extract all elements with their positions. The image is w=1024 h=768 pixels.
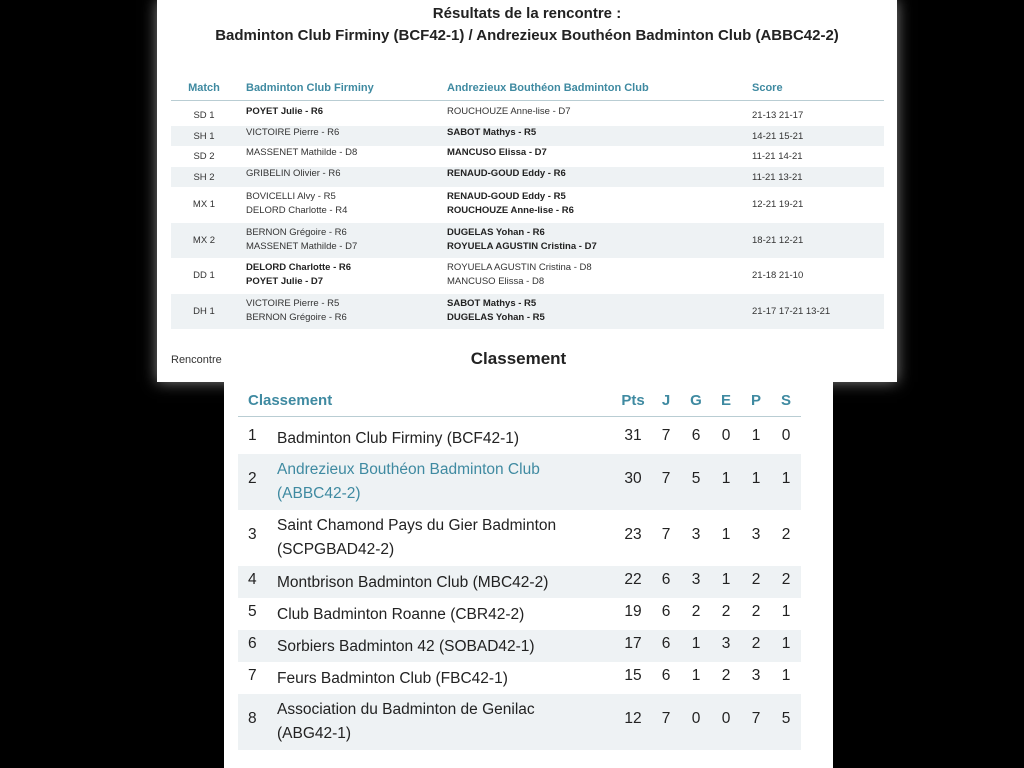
team1-players bbox=[246, 167, 341, 181]
classement-row bbox=[238, 510, 801, 566]
player-name: DUGELAS Yohan - R6 bbox=[447, 226, 545, 238]
match-score: 11-21 13-21 bbox=[752, 171, 803, 183]
team-name: Club Badminton Roanne (CBR42-2) bbox=[277, 606, 525, 623]
team2-players bbox=[447, 146, 547, 160]
match-code: SD 1 bbox=[193, 110, 215, 121]
played: 7 bbox=[661, 427, 671, 444]
match-score: 21-13 21-17 bbox=[752, 110, 804, 121]
team1-players bbox=[246, 126, 339, 140]
played: 6 bbox=[661, 571, 671, 588]
rank: 3 bbox=[248, 526, 257, 543]
lost: 2 bbox=[751, 635, 761, 652]
points: 12 bbox=[624, 710, 642, 727]
player-name: BOVICELLI Alvy - R5 bbox=[246, 191, 336, 202]
header-s: S bbox=[780, 392, 791, 409]
match-code: MX 1 bbox=[192, 199, 216, 210]
won: 3 bbox=[691, 571, 701, 588]
player-name: DELORD Charlotte - R6 bbox=[246, 262, 352, 273]
rank: 4 bbox=[248, 571, 257, 588]
match-code: SH 1 bbox=[193, 130, 215, 142]
played: 7 bbox=[661, 470, 671, 487]
team-name: Saint Chamond Pays du Gier Badminton (SCPGBAD42-2) bbox=[277, 517, 557, 558]
drawn: 1 bbox=[721, 526, 731, 543]
drawn: 0 bbox=[721, 710, 731, 727]
player-name: POYET Julie - R6 bbox=[246, 106, 324, 117]
played: 7 bbox=[661, 526, 671, 543]
match-row bbox=[171, 223, 884, 259]
team1-players bbox=[246, 190, 347, 218]
classement-card bbox=[224, 332, 833, 768]
rank: 5 bbox=[248, 603, 257, 620]
match-score: 21-18 21-10 bbox=[752, 270, 804, 281]
header-j: J bbox=[661, 392, 671, 409]
match-row bbox=[171, 294, 884, 330]
forfeit: 0 bbox=[781, 427, 791, 444]
match-code: MX 2 bbox=[192, 234, 216, 246]
header-pts: Pts bbox=[621, 392, 645, 409]
match-table-header bbox=[171, 78, 884, 101]
match-row bbox=[171, 187, 884, 223]
played: 6 bbox=[661, 635, 671, 652]
classement-row bbox=[238, 662, 801, 694]
won: 1 bbox=[691, 635, 701, 652]
team-name: Feurs Badminton Club (FBC42-1) bbox=[277, 670, 508, 687]
header-classement: Classement bbox=[248, 392, 333, 409]
player-name: RENAUD-GOUD Eddy - R6 bbox=[447, 167, 566, 179]
lost: 1 bbox=[751, 470, 761, 487]
header-team2: Andrezieux Bouthéon Badminton Club bbox=[447, 82, 649, 94]
lost: 3 bbox=[751, 526, 761, 543]
team-name: Association du Badminton de Genilac (ABG42-1) bbox=[277, 701, 535, 742]
match-row bbox=[171, 146, 884, 167]
player-name: MANCUSO Elissa - D7 bbox=[447, 147, 547, 158]
played: 6 bbox=[661, 667, 671, 684]
team2-players bbox=[447, 226, 597, 254]
rank: 6 bbox=[248, 635, 257, 652]
player-name: SABOT Mathys - R5 bbox=[447, 297, 537, 309]
team1-players bbox=[246, 297, 347, 325]
team1-players bbox=[246, 226, 357, 254]
won: 2 bbox=[691, 603, 701, 620]
drawn: 2 bbox=[721, 603, 731, 620]
team2-players bbox=[447, 297, 545, 325]
player-name: BERNON Grégoire - R6 bbox=[246, 226, 347, 238]
points: 19 bbox=[624, 603, 642, 620]
drawn: 1 bbox=[721, 470, 731, 487]
lost: 7 bbox=[751, 710, 761, 727]
team-name: Sorbiers Badminton 42 (SOBAD42-1) bbox=[277, 638, 535, 655]
classement-table-body bbox=[238, 422, 801, 750]
header-score: Score bbox=[752, 82, 783, 94]
team-name: Montbrison Badminton Club (MBC42-2) bbox=[277, 574, 549, 591]
lost: 2 bbox=[751, 571, 761, 588]
classement-row bbox=[238, 566, 801, 598]
player-name: DELORD Charlotte - R4 bbox=[246, 205, 348, 216]
header-g: G bbox=[690, 392, 702, 409]
classement-row bbox=[238, 694, 801, 750]
match-row bbox=[171, 126, 884, 147]
team2-players bbox=[447, 105, 571, 119]
player-name: DUGELAS Yohan - R5 bbox=[447, 311, 545, 323]
won: 6 bbox=[691, 427, 701, 444]
forfeit: 1 bbox=[781, 667, 791, 684]
played: 7 bbox=[661, 710, 671, 727]
header-p: P bbox=[750, 392, 761, 409]
rank: 1 bbox=[248, 427, 257, 444]
won: 3 bbox=[691, 526, 701, 543]
rank: 8 bbox=[248, 710, 257, 727]
match-score: 21-17 17-21 13-21 bbox=[752, 305, 831, 317]
classement-table-header bbox=[238, 388, 801, 417]
player-name: ROYUELA AGUSTIN Cristina - D8 bbox=[447, 262, 592, 273]
player-name: SABOT Mathys - R5 bbox=[447, 126, 537, 138]
player-name: POYET Julie - D7 bbox=[246, 276, 324, 287]
match-code: DH 1 bbox=[193, 305, 215, 317]
drawn: 2 bbox=[721, 667, 731, 684]
lost: 3 bbox=[751, 667, 761, 684]
player-name: VICTOIRE Pierre - R6 bbox=[246, 126, 340, 138]
lost: 1 bbox=[751, 427, 761, 444]
match-code: DD 1 bbox=[193, 270, 215, 281]
team1-players bbox=[246, 261, 351, 289]
match-score: 12-21 19-21 bbox=[752, 199, 804, 210]
rank: 7 bbox=[248, 667, 257, 684]
team2-players bbox=[447, 126, 536, 140]
team-name-link[interactable]: Andrezieux Bouthéon Badminton Club (ABBC42-2) bbox=[277, 461, 540, 502]
match-code: SH 2 bbox=[193, 171, 215, 183]
forfeit: 1 bbox=[781, 635, 791, 652]
forfeit: 2 bbox=[781, 571, 791, 588]
classement-title: Classement bbox=[470, 349, 567, 368]
won: 5 bbox=[691, 470, 701, 487]
player-name: MASSENET Mathilde - D8 bbox=[246, 147, 358, 158]
match-code: SD 2 bbox=[193, 151, 215, 162]
team1-players bbox=[246, 146, 357, 160]
forfeit: 1 bbox=[781, 470, 791, 487]
played: 6 bbox=[661, 603, 671, 620]
team1-players bbox=[246, 105, 323, 119]
classement-row bbox=[238, 598, 801, 630]
header-match: Match bbox=[188, 82, 220, 94]
team-name: Badminton Club Firminy (BCF42-1) bbox=[277, 430, 520, 447]
won: 0 bbox=[691, 710, 701, 727]
player-name: BERNON Grégoire - R6 bbox=[246, 311, 347, 323]
points: 31 bbox=[624, 427, 642, 444]
player-name: ROUCHOUZE Anne-lise - R6 bbox=[447, 205, 574, 216]
won: 1 bbox=[691, 667, 701, 684]
team2-players bbox=[447, 167, 566, 181]
classement-row bbox=[238, 454, 801, 510]
match-row bbox=[171, 258, 884, 294]
player-name: RENAUD-GOUD Eddy - R5 bbox=[447, 191, 566, 202]
drawn: 0 bbox=[721, 427, 731, 444]
player-name: ROUCHOUZE Anne-lise - D7 bbox=[447, 106, 571, 117]
forfeit: 2 bbox=[781, 526, 791, 543]
drawn: 3 bbox=[721, 635, 731, 652]
match-row bbox=[171, 167, 884, 188]
match-score: 14-21 15-21 bbox=[752, 130, 804, 142]
match-table-body bbox=[171, 105, 884, 329]
player-name: GRIBELIN Olivier - R6 bbox=[246, 167, 341, 179]
player-name: MASSENET Mathilde - D7 bbox=[246, 240, 358, 252]
player-name: VICTOIRE Pierre - R5 bbox=[246, 297, 340, 309]
results-title: Résultats de la rencontre : bbox=[432, 5, 622, 22]
rencontre-footer: Rencontre bbox=[171, 354, 222, 366]
player-name: ROYUELA AGUSTIN Cristina - D7 bbox=[447, 240, 597, 252]
results-subtitle: Badminton Club Firminy (BCF42-1) / Andrezieux Bouthéon Badminton Club (ABBC42-2) bbox=[215, 27, 839, 44]
player-name: MANCUSO Elissa - D8 bbox=[447, 276, 545, 287]
header-e: E bbox=[720, 392, 731, 409]
forfeit: 1 bbox=[781, 603, 791, 620]
lost: 2 bbox=[751, 603, 761, 620]
match-results-card bbox=[157, 0, 897, 382]
classement-row bbox=[238, 630, 801, 662]
points: 22 bbox=[624, 571, 642, 588]
drawn: 1 bbox=[721, 571, 731, 588]
team2-players bbox=[447, 261, 592, 289]
points: 23 bbox=[624, 526, 642, 543]
team2-players bbox=[447, 190, 574, 218]
match-score: 11-21 14-21 bbox=[752, 151, 803, 162]
match-score: 18-21 12-21 bbox=[752, 234, 804, 246]
rank: 2 bbox=[248, 470, 257, 487]
forfeit: 5 bbox=[781, 710, 791, 727]
match-row bbox=[171, 105, 884, 126]
points: 17 bbox=[624, 635, 642, 652]
points: 30 bbox=[624, 470, 642, 487]
points: 15 bbox=[624, 667, 642, 684]
classement-row bbox=[238, 422, 801, 454]
header-team1: Badminton Club Firminy bbox=[246, 82, 374, 94]
